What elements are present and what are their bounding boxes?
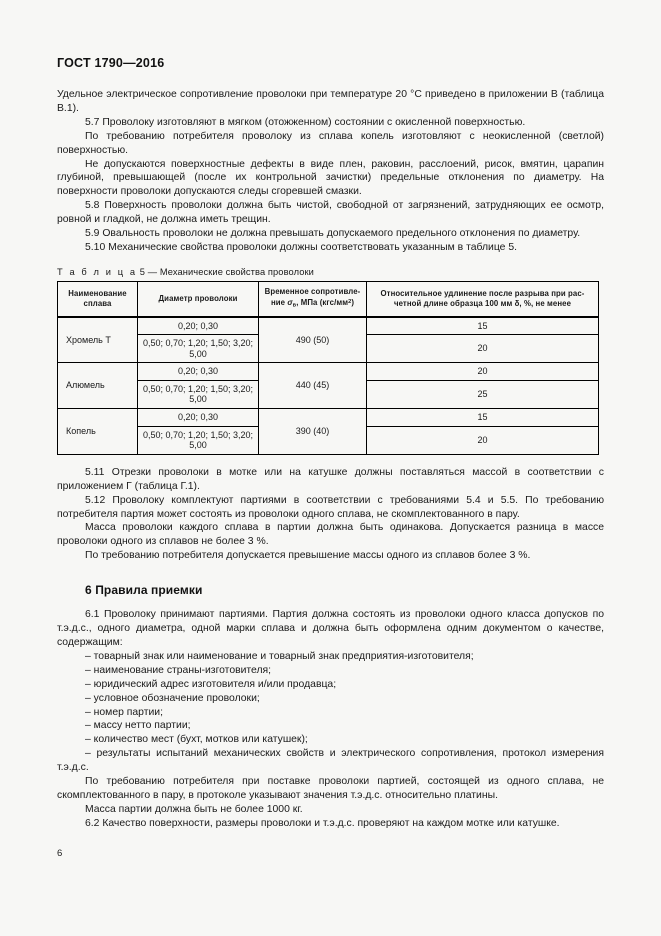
header-elongation-line1: Относительное удлинение после разрыва при рас- xyxy=(380,288,585,298)
paragraph-6-2: 6.2 Качество поверхности, размеры проволоки и т.э.д.с. проверяют на каждом мотке или катушке. xyxy=(85,817,560,829)
cell-diameter: 0,20; 0,30 xyxy=(138,409,259,427)
sigma-subscript: в xyxy=(292,302,297,309)
cell-alloy: Алюмель xyxy=(58,363,138,409)
cell-elongation: 20 xyxy=(367,363,599,381)
cell-diameter: 0,20; 0,30 xyxy=(138,363,259,381)
list-item: – номер партии; xyxy=(85,706,163,718)
table-row xyxy=(58,363,599,381)
paragraph-5-12: 5.12 Проволоку комплектуют партиями в соответствии с требованиями 5.4 и 5.5. По требованию потребителя партия может состоять из проволоки одного сплава, не скомплектованного в пару. xyxy=(57,494,604,520)
paragraph-kopel-surface: По требованию потребителя проволоку из сплава копель изготовляют с неокисленной (светлой) поверхностью. xyxy=(57,130,604,156)
list-item: – юридический адрес изготовителя и/или продавца; xyxy=(85,678,337,690)
table-5-caption xyxy=(57,267,604,277)
cell-diameter: 0,50; 0,70; 1,20; 1,50; 3,20; 5,00 xyxy=(138,335,259,363)
list-item: – количество мест (бухт, мотков или катушек); xyxy=(85,734,308,746)
table-row xyxy=(58,409,599,427)
cell-elongation: 20 xyxy=(367,335,599,363)
cell-elongation: 20 xyxy=(367,426,599,454)
paragraph-mass-equal: Масса проволоки каждого сплава в партии должна быть одинакова. Допускается разница в массе проволоки одного из сплавов не более 3 %. xyxy=(57,522,604,548)
page-content xyxy=(57,88,604,831)
paragraph-6-1: 6.1 Проволоку принимают партиями. Партия должна состоять из проволоки одного класса допусков по т.э.д.с., одного диаметра, одной марки сплава и должна быть оформлена одним документом о качестве, содержащим: xyxy=(57,609,604,648)
page-number: 6 xyxy=(57,848,63,859)
cell-elongation: 25 xyxy=(367,380,599,408)
section-6-heading: 6 Правила приемки xyxy=(85,583,203,598)
cell-diameter: 0,20; 0,30 xyxy=(138,317,259,335)
header-tensile-line1: Временное сопротивле- xyxy=(264,286,361,296)
header-tensile-line2-end: ) xyxy=(351,298,355,308)
cell-tensile: 440 (45) xyxy=(259,363,367,409)
header-elongation xyxy=(367,281,599,316)
table-caption-number: 5 xyxy=(139,266,146,277)
cell-elongation: 15 xyxy=(367,317,599,335)
paragraph-surface-defects: Не допускаются поверхностные дефекты в виде плен, раковин, расслоений, рисок, вмятин, царапин глубиной, превышающей (после их контрольной зачистки) предельные отклонения по диаметру. На поверхности проволоки допускаются следы сгоревшей смазки. xyxy=(57,158,604,198)
square-superscript: 2 xyxy=(348,298,352,305)
paragraph-5-10: 5.10 Механические свойства проволоки должны соответствовать указанным в таблице 5. xyxy=(85,241,518,253)
paragraph-5-7: 5.7 Проволоку изготовляют в мягком (отожженном) состоянии с окисленной поверхностью. xyxy=(85,116,526,128)
table-caption-label: Т а б л и ц а xyxy=(57,266,138,277)
sigma-symbol: σ xyxy=(287,298,293,308)
list-item: – наименование страны-изготовителя; xyxy=(85,664,272,676)
paragraph-mass-exceed: По требованию потребителя допускается превышение массы одного из сплавов более 3 %. xyxy=(85,550,531,562)
paragraph-5-11: 5.11 Отрезки проволоки в мотке или на катушке должны поставляться массой в соответствии с приложением Г (таблица Г.1). xyxy=(57,466,604,492)
cell-tensile: 490 (50) xyxy=(259,317,367,363)
cell-alloy: Копель xyxy=(58,409,138,455)
cell-tensile: 390 (40) xyxy=(259,409,367,455)
table-header-row xyxy=(58,281,599,316)
cell-diameter: 0,50; 0,70; 1,20; 1,50; 3,20; 5,00 xyxy=(138,426,259,454)
list-item: – массу нетто партии; xyxy=(85,720,191,732)
table-caption-title: — Механические свойства проволоки xyxy=(147,266,314,277)
paragraph-mass-party: Масса партии должна быть не более 1000 кг. xyxy=(85,803,303,815)
spacer-after-table xyxy=(57,455,604,466)
paragraph-protocol: По требованию потребителя при поставке проволоки партией, состоящей из одного сплава, не скомплектованного в пару, в протоколе указывают значения т.э.д.с. относительно платины. xyxy=(57,776,604,801)
header-tensile-line2-pre: ние xyxy=(270,298,288,308)
header-tensile-strength xyxy=(259,281,367,316)
list-item: – условное обозначение проволоки; xyxy=(85,692,260,704)
cell-diameter: 0,50; 0,70; 1,20; 1,50; 3,20; 5,00 xyxy=(138,380,259,408)
header-elongation-line2: четной длине образца 100 мм δ, %, не менее xyxy=(393,298,572,308)
paragraph-resistivity: Удельное электрическое сопротивление проволоки при температуре 20 °C приведено в приложении В (таблица В.1). xyxy=(57,89,604,114)
cell-alloy: Хромель Т xyxy=(58,317,138,363)
list-item: – товарный знак или наименование и товарный знак предприятия-изготовителя; xyxy=(85,650,474,662)
spacer-after-heading xyxy=(57,597,604,608)
header-alloy-name: Наименование сплава xyxy=(58,281,138,316)
list-item: – результаты испытаний механических свойств и электрического сопротивления, протокол измерения т.э.д.с. xyxy=(57,748,604,774)
standard-header: ГОСТ 1790—2016 xyxy=(57,56,165,70)
table-row xyxy=(58,317,599,335)
paragraph-5-9: 5.9 Овальность проволоки не должна превышать допускаемого предельного отклонения по диаметру. xyxy=(85,228,581,240)
paragraph-5-8: 5.8 Поверхность проволоки должна быть чистой, свободной от загрязнений, затрудняющих ее осмотр, ровной и гладкой, не должна иметь трещин. xyxy=(57,200,604,226)
cell-elongation: 15 xyxy=(367,409,599,427)
header-wire-diameter: Диаметр проволоки xyxy=(138,281,259,316)
header-tensile-line2-post: , МПа (кгс/мм xyxy=(296,298,349,308)
table-mechanical-properties xyxy=(57,281,599,455)
table-body xyxy=(58,317,599,455)
